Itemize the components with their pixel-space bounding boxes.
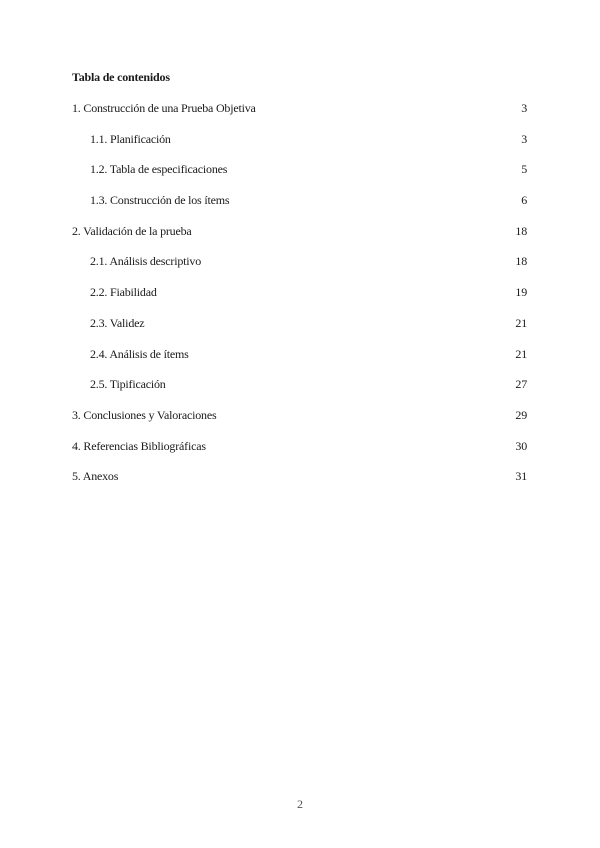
toc-entry-label: 1.1. Planificación <box>90 131 171 146</box>
toc-entry-label: 2. Validación de la prueba <box>72 223 192 238</box>
toc-entry-page: 3 <box>521 131 527 146</box>
toc-entry-page: 19 <box>515 285 527 300</box>
toc-entry-label: 1.2. Tabla de especificaciones <box>90 162 228 177</box>
toc-entry-page: 27 <box>515 377 527 392</box>
toc-entry-page: 21 <box>515 346 527 361</box>
toc-entry-label: 2.2. Fiabilidad <box>90 285 157 300</box>
toc-entry-page: 21 <box>515 315 527 330</box>
toc-entry-label: 3. Conclusiones y Valoraciones <box>72 407 217 422</box>
toc-entry[interactable] <box>72 408 527 439</box>
toc-entry[interactable] <box>72 101 527 132</box>
toc-entry[interactable] <box>72 132 527 163</box>
toc-entry-page: 3 <box>521 101 527 115</box>
toc-entry-label: 2.4. Análisis de ítems <box>90 346 189 361</box>
toc-entry[interactable] <box>72 254 527 285</box>
toc-entry-label: 1. Construcción de una Prueba Objetiva <box>72 101 256 115</box>
toc-title: Tabla de contenidos <box>72 70 170 84</box>
toc-entry-label: 2.3. Validez <box>90 315 145 330</box>
toc-entry-page: 6 <box>521 193 527 208</box>
toc-entry-label: 2.5. Tipificación <box>90 377 166 392</box>
toc-entry[interactable] <box>72 377 527 408</box>
toc-entry[interactable] <box>72 469 527 500</box>
toc-entry-label: 2.1. Análisis descriptivo <box>90 254 201 269</box>
toc-entry[interactable] <box>72 347 527 378</box>
toc-entry-page: 31 <box>515 469 527 484</box>
toc-entry-label: 4. Referencias Bibliográficas <box>72 438 206 453</box>
toc-entry-page: 5 <box>521 162 527 177</box>
page-number: 2 <box>297 797 303 811</box>
toc-entry[interactable] <box>72 439 527 470</box>
toc-list <box>72 101 527 500</box>
toc-entry[interactable] <box>72 193 527 224</box>
toc-entry-page: 30 <box>515 438 527 453</box>
toc-entry[interactable] <box>72 316 527 347</box>
toc-entry[interactable] <box>72 224 527 255</box>
toc-entry[interactable] <box>72 285 527 316</box>
toc-entry-page: 18 <box>515 254 527 269</box>
toc-entry-label: 1.3. Construcción de los ítems <box>90 193 230 208</box>
toc-entry-page: 18 <box>515 223 527 238</box>
toc-entry[interactable] <box>72 162 527 193</box>
toc-entry-page: 29 <box>515 407 527 422</box>
toc-entry-label: 5. Anexos <box>72 469 119 484</box>
